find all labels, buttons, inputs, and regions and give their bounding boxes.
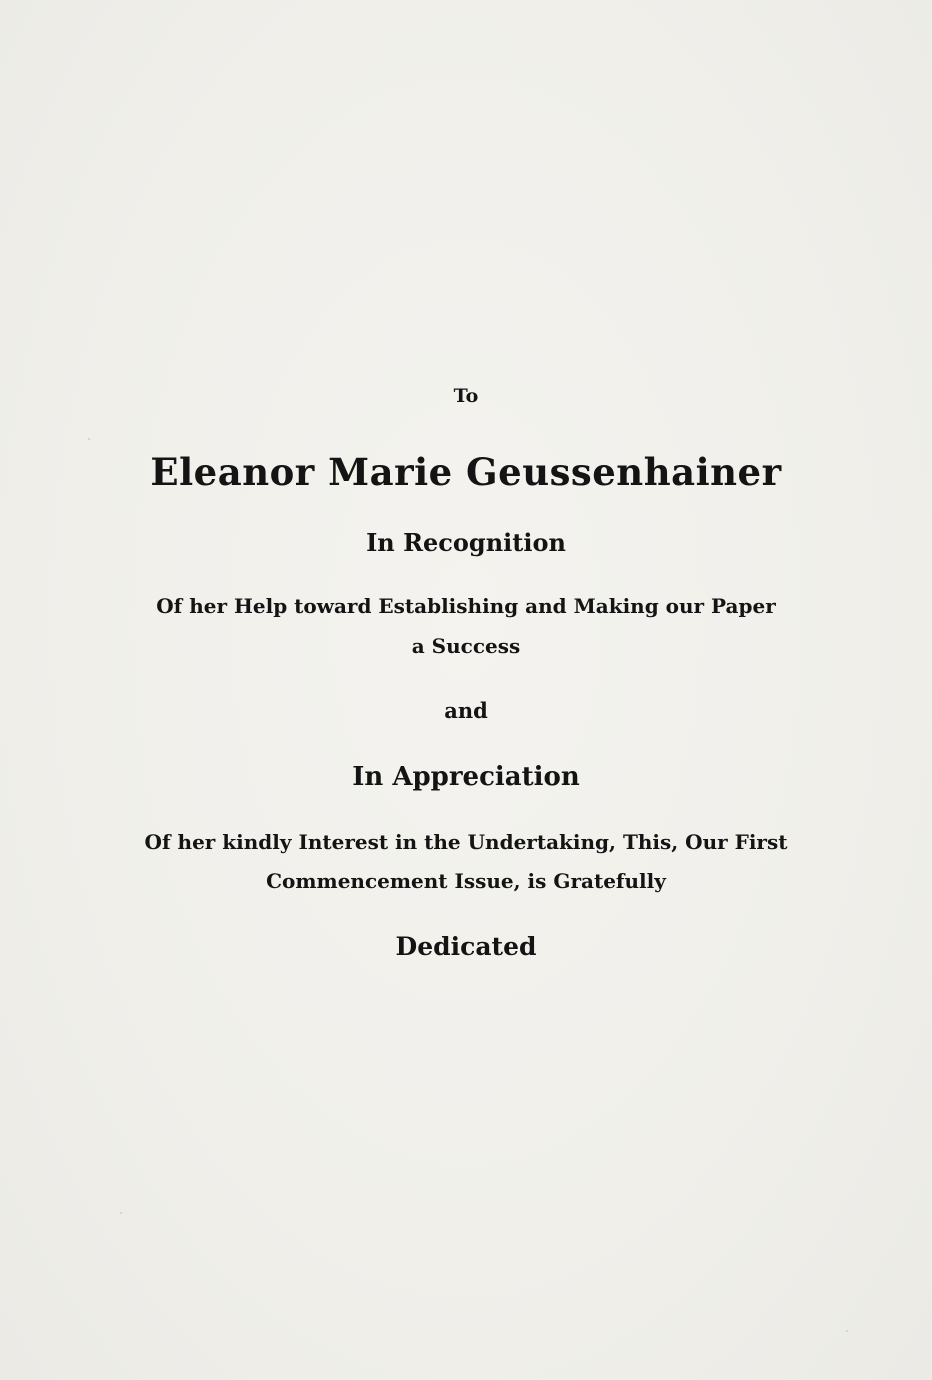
recognition-heading: In Recognition [366,528,566,557]
appreciation-text-line-1: Of her kindly Interest in the Undertaking, This, Our First [144,830,788,854]
conjunction-and: and [444,698,488,723]
recognition-text-line-1: Of her Help toward Establishing and Making our Paper [156,594,776,618]
paper-speck [120,1212,122,1214]
dedicated-closing: Dedicated [395,932,537,961]
honoree-name: Eleanor Marie Geussenhainer [150,450,782,494]
appreciation-text-line-2: Commencement Issue, is Gratefully [266,869,666,893]
appreciation-heading: In Appreciation [352,762,580,792]
dedication-to: To [453,385,479,407]
paper-speck [88,438,90,440]
recognition-text-line-2: a Success [411,634,521,658]
paper-speck [846,1330,848,1332]
